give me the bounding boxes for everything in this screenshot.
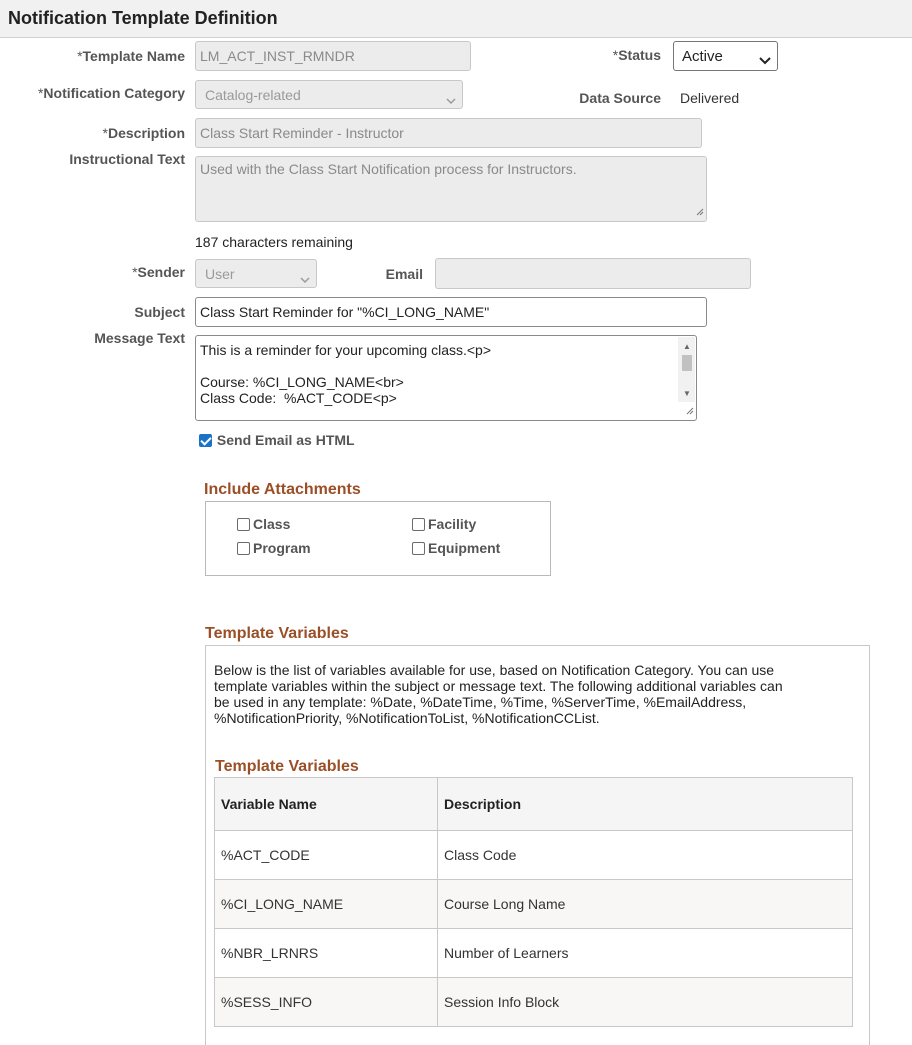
- equipment-checkbox[interactable]: [412, 542, 425, 555]
- attachment-program[interactable]: [237, 540, 311, 556]
- instructional-text-area[interactable]: [195, 156, 707, 222]
- column-header-description: Description: [438, 778, 853, 831]
- chevron-down-icon: [300, 271, 310, 287]
- status-select-value: Active: [682, 48, 723, 65]
- template-name-label: *Template Name: [77, 48, 185, 64]
- sender-value: User: [205, 266, 235, 282]
- data-source-label: Data Source: [579, 90, 661, 106]
- class-checkbox[interactable]: [237, 518, 250, 531]
- scroll-up-icon[interactable]: ▲: [683, 342, 691, 351]
- facility-label: Facility: [428, 516, 477, 532]
- variable-name-cell: %ACT_CODE: [215, 831, 438, 880]
- description-label: *Description: [102, 125, 185, 141]
- subject-field[interactable]: Class Start Reminder for "%CI_LONG_NAME": [195, 297, 707, 327]
- attachment-facility[interactable]: [412, 516, 476, 532]
- table-row: [215, 929, 853, 978]
- email-label: Email: [385, 266, 423, 282]
- notification-category-value: Catalog-related: [205, 87, 301, 103]
- variable-description-cell: Number of Learners: [438, 929, 853, 978]
- variable-description-cell: Course Long Name: [438, 880, 853, 929]
- message-scrollbar[interactable]: [678, 337, 695, 402]
- email-field[interactable]: [435, 258, 751, 289]
- instructional-text-label: Instructional Text: [69, 151, 185, 167]
- program-checkbox[interactable]: [237, 542, 250, 555]
- characters-remaining: 187 characters remaining: [195, 234, 353, 250]
- scroll-down-icon[interactable]: ▼: [683, 389, 691, 398]
- intro-line: Below is the list of variables available for use, based on Notification Category. You can use: [214, 662, 775, 678]
- instructional-text-value: Used with the Class Start Notification process for Instructors.: [200, 161, 577, 177]
- equipment-label: Equipment: [428, 540, 501, 556]
- variable-description-cell: Session Info Block: [438, 978, 853, 1027]
- attachment-class[interactable]: [237, 516, 290, 532]
- sender-label: *Sender: [132, 264, 185, 280]
- notification-category-select[interactable]: [195, 80, 463, 109]
- template-variables-title: Template Variables: [205, 625, 349, 642]
- table-row: [215, 880, 853, 929]
- send-html-label: Send Email as HTML: [216, 432, 355, 448]
- message-line: Course: %CI_LONG_NAME<br>: [200, 374, 404, 390]
- resize-grip-icon[interactable]: [696, 203, 704, 219]
- send-html-checkbox-row[interactable]: [199, 432, 355, 448]
- description-field[interactable]: Class Start Reminder - Instructor: [195, 118, 702, 148]
- message-text-label: Message Text: [94, 330, 185, 346]
- message-line: This is a reminder for your upcoming class.<p>: [200, 342, 492, 358]
- variable-name-cell: %SESS_INFO: [215, 978, 438, 1027]
- message-line: [200, 358, 692, 374]
- intro-line: %NotificationPriority, %NotificationToList, %NotificationCCList.: [214, 710, 600, 726]
- program-label: Program: [253, 540, 311, 556]
- message-text-area[interactable]: [195, 335, 697, 421]
- table-header-row: [215, 778, 853, 831]
- table-row: [215, 831, 853, 880]
- attachment-equipment[interactable]: [412, 540, 500, 556]
- page-header: [0, 0, 912, 38]
- resize-grip-icon[interactable]: [686, 402, 694, 418]
- chevron-down-icon: [446, 92, 456, 108]
- subject-label: Subject: [134, 304, 185, 320]
- attachments-box: [205, 501, 551, 576]
- facility-checkbox[interactable]: [412, 518, 425, 531]
- template-variables-table: [214, 777, 853, 1027]
- variable-name-cell: %NBR_LRNRS: [215, 929, 438, 978]
- scroll-thumb[interactable]: [682, 355, 692, 371]
- include-attachments-title: Include Attachments: [204, 481, 361, 498]
- send-html-checkbox[interactable]: [199, 434, 212, 447]
- class-label: Class: [253, 516, 291, 532]
- variable-name-cell: %CI_LONG_NAME: [215, 880, 438, 929]
- intro-line: be used in any template: %Date, %DateTime, %Time, %ServerTime, %EmailAddress,: [214, 694, 747, 710]
- template-variables-intro: [214, 662, 783, 726]
- data-source-value: Delivered: [680, 90, 740, 106]
- template-variables-table-title: Template Variables: [215, 758, 359, 775]
- page-title: Notification Template Definition: [8, 8, 278, 28]
- status-label: *Status: [612, 47, 661, 63]
- template-name-field[interactable]: LM_ACT_INST_RMNDR: [195, 41, 471, 71]
- column-header-variable-name: Variable Name: [215, 778, 438, 831]
- notification-category-label: *Notification Category: [37, 85, 185, 101]
- intro-line: template variables within the subject or message text. The following additional variables can: [214, 678, 783, 694]
- message-line: Class Code: %ACT_CODE<p>: [200, 390, 397, 406]
- variable-description-cell: Class Code: [438, 831, 853, 880]
- sender-select[interactable]: [195, 259, 317, 288]
- table-row: [215, 978, 853, 1027]
- status-select[interactable]: [673, 41, 778, 71]
- chevron-down-icon: [759, 52, 771, 68]
